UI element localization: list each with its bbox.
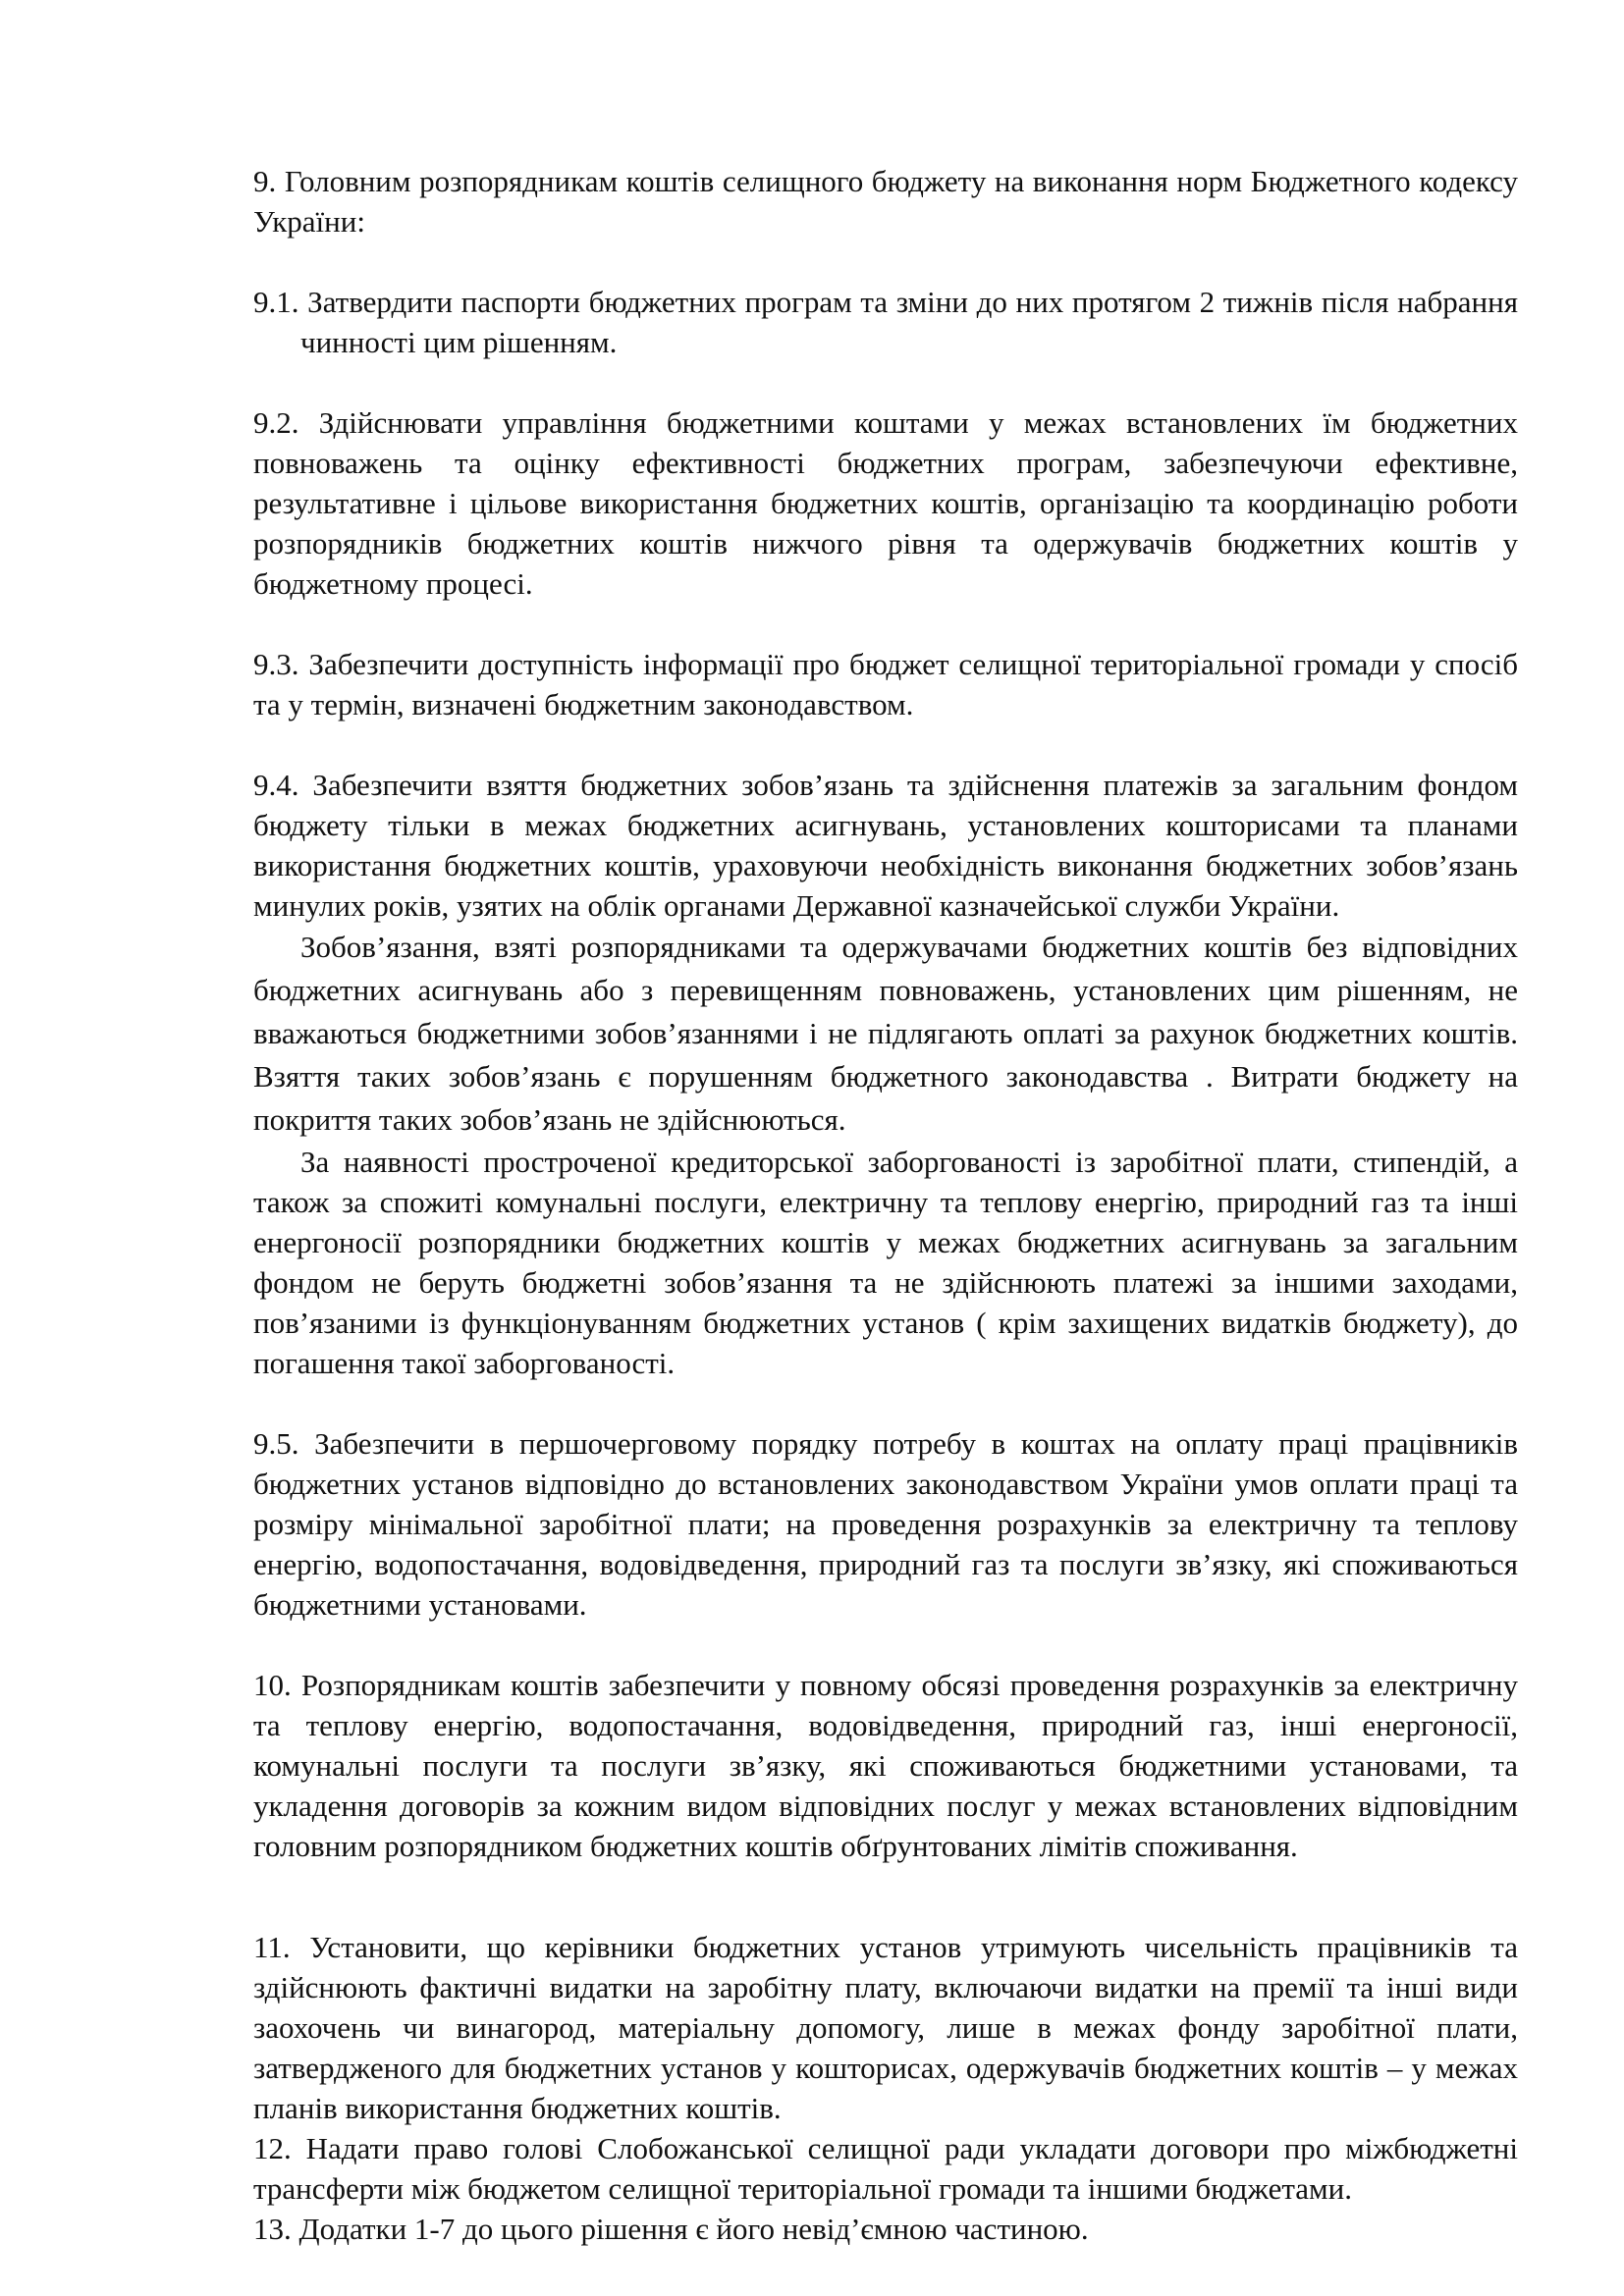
paragraph-10: 10. Розпорядникам коштів забезпечити у повному обсязі проведення розрахунків за електричну та теплову енергію, водопостачання, водовідведення, природний газ, інші енергоносії, комунальні послуги та послуги зв’язку, які споживаються бюджетними установами, та укладення договорів за кожним видом відповідних послуг у межах встановлених відповідним головним розпорядником бюджетних коштів обґрунтованих лімітів споживання. — [253, 1668, 1518, 1863]
paragraph-9-4: 9.4. Забезпечити взяття бюджетних зобов’язань та здійснення платежів за загальним фондом бюджету тільки в межах бюджетних асигнувань, установлених кошторисами та планами використання бюджетних коштів, ураховуючи необхідність виконання бюджетних зобов’язань минулих років, узятих на облік органами Державної казначейської служби України. — [253, 768, 1518, 923]
spacer — [253, 1383, 1518, 1423]
paragraph-13: 13. Додатки 1-7 до цього рішення є його невід’ємною частиною. — [253, 2212, 1089, 2246]
paragraph-9-5: 9.5. Забезпечити в першочерговому порядку потребу в коштах на оплату праці працівників бюджетних установ відповідно до встановлених законодавством України умов оплати праці та розміру мінімальної заробітної плати; на проведення розрахунків за електричну та теплову енергію, водопостачання, водовідведення, природний газ та послуги зв’язку, які споживаються бюджетними установами. — [253, 1426, 1518, 1622]
spacer — [253, 724, 1518, 765]
paragraph-12: 12. Надати право голові Слобожанської селищної ради укладати договори про міжбюджетні трансферти між бюджетом селищної територіальної громади та іншими бюджетами. — [253, 2131, 1518, 2206]
paragraph-9-3: 9.3. Забезпечити доступність інформації про бюджет селищної територіальної громади у спосіб та у термін, визначені бюджетним законодавством. — [253, 647, 1518, 721]
paragraph-9-2: 9.2. Здійснювати управління бюджетними коштами у межах встановлених їм бюджетних повноважень та оцінку ефективності бюджетних програм, забезпечуючи ефективне, результативне і цільове використання бюджетних коштів, організацію та координацію роботи розпорядників бюджетних коштів нижчого рівня та одержувачів бюджетних коштів у бюджетному процесі. — [253, 405, 1518, 601]
spacer — [253, 604, 1518, 644]
spacer — [253, 362, 1518, 402]
paragraph-9-4-obligations: Зобов’язання, взяті розпорядниками та одержувачами бюджетних коштів без відповідних бюджетних асигнувань або з перевищенням повноважень, установлених цим рішенням, не вважаються бюджетними зобов’язаннями і не підлягають оплаті за рахунок бюджетних коштів. Взяття таких зобов’язань є порушенням бюджетного законодавства . Витрати бюджету на покриття таких зобов’язань не здійснюються. — [253, 930, 1518, 1137]
paragraph-9-1: 9.1. Затвердити паспорти бюджетних програм та зміни до них протягом 2 тижнів після набрання чинності цим рішенням. — [253, 285, 1518, 359]
paragraph-9: 9. Головним розпорядникам коштів селищного бюджету на виконання норм Бюджетного кодексу України: — [253, 164, 1518, 239]
document-body — [253, 161, 1518, 2249]
spacer — [253, 241, 1518, 282]
spacer — [253, 1625, 1518, 1665]
paragraph-11: 11. Установити, що керівники бюджетних установ утримують чисельність працівників та здійснюють фактичні видатки на заробітну плату, включаючи видатки на премії та інші види заохочень чи винагород, матеріальну допомогу, лише в межах фонду заробітної плати, затвердженого для бюджетних установ у кошторисах, одержувачів бюджетних коштів – у межах планів використання бюджетних коштів. — [253, 1930, 1518, 2125]
paragraph-9-4-arrears: За наявності простроченої кредиторської заборгованості із заробітної плати, стипендій, а також за спожиті комунальні послуги, електричну та теплову енергію, природний газ та інші енергоносії розпорядники бюджетних коштів у межах бюджетних асигнувань за загальним фондом не беруть бюджетні зобов’язання та не здійснюють платежі за іншими заходами, пов’язаними із функціонуванням бюджетних установ ( крім захищених видатків бюджету), до погашення такої заборгованості. — [253, 1145, 1518, 1380]
spacer — [253, 1866, 1518, 1927]
